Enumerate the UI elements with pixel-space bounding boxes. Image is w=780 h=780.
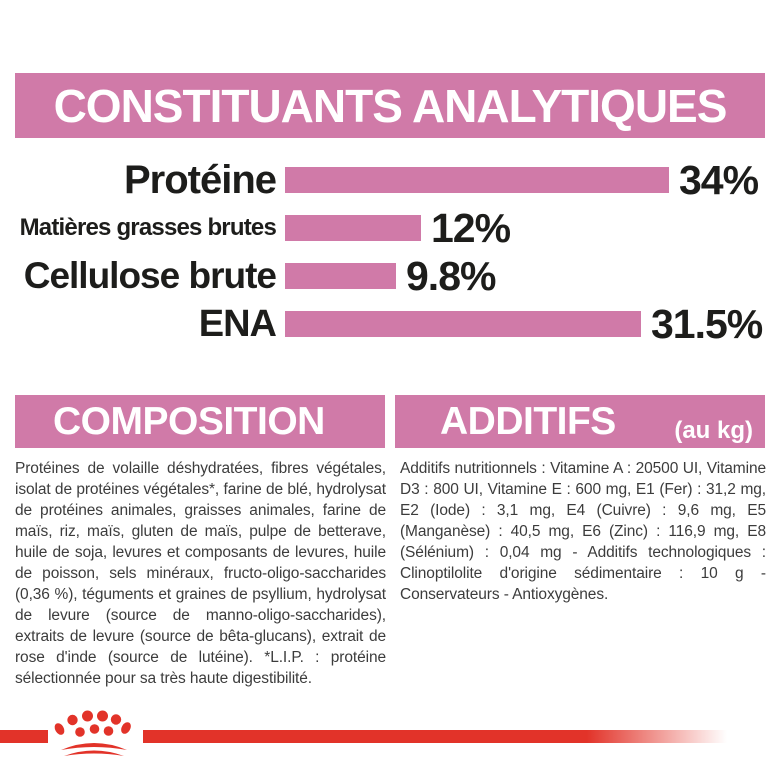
chart-bar	[285, 263, 396, 289]
footer-stripe-right	[143, 730, 727, 743]
footer-stripe-left	[0, 730, 48, 743]
composition-title: COMPOSITION	[53, 399, 325, 443]
chart-row	[0, 156, 780, 204]
additives-title: ADDITIFS	[440, 399, 616, 443]
chart-category-label: ENA	[198, 302, 276, 345]
chart-category-label: Cellulose brute	[23, 255, 276, 296]
royal-canin-crown-logo	[50, 709, 142, 761]
chart-value-label: 34%	[679, 156, 759, 203]
additives-header	[395, 395, 765, 448]
chart-bar	[285, 215, 421, 241]
chart-value-label: 31.5%	[651, 300, 763, 347]
chart-row	[0, 204, 780, 252]
chart-bar	[285, 311, 641, 337]
chart-value-label: 9.8%	[406, 252, 496, 299]
analytical-constituents-header	[15, 73, 765, 138]
additives-body-text: Additifs nutritionnels : Vitamine A : 20500 UI, Vitamine D3 : 800 UI, Vitamine E : 600 mg, E1 (Fer) : 31,2 mg, E2 (Iode) : 3,1 mg, E4 (Cuivre) : 9,6 mg, E5 (Manganèse) : 40,5 mg, E6 (Zinc) : 116,9 mg, E8 (Sélénium) : 0,04 mg - Additifs technologiques : Clinoptilolite d'origine sédimentaire : 10 g - Conservateurs - Antioxygènes.	[400, 460, 766, 603]
analytical-constituents-title: CONSTITUANTS ANALYTIQUES	[53, 79, 727, 132]
chart-category-label: Matières grasses brutes	[19, 214, 276, 241]
chart-value-label: 12%	[431, 204, 511, 251]
chart-row	[0, 300, 780, 348]
composition-body-text: Protéines de volaille déshydratées, fibres végétales, isolat de protéines végétales*, farine de blé, hydrolysat de protéines animales, graisses animales, farine de maïs, riz, maïs, gluten de maïs, pulpe de betterave, huile de soja, levures et composants de levures, huile de poisson, sels minéraux, fructo-oligo-saccharides (0,36 %), téguments et graines de psyllium, hydrolysat de levure (source de manno-oligo-saccharides), extraits de levure (source de bêta-glucans), extrait de rose d'inde (source de lutéine). *L.I.P. : protéine sélectionnée pour sa très haute digestibilité.	[15, 460, 386, 687]
analytical-chart	[0, 156, 780, 348]
chart-row	[0, 252, 780, 300]
chart-bar	[285, 167, 669, 193]
composition-header	[15, 395, 385, 448]
chart-category-label: Protéine	[123, 157, 276, 202]
additives-unit-label: (au kg)	[674, 417, 753, 444]
